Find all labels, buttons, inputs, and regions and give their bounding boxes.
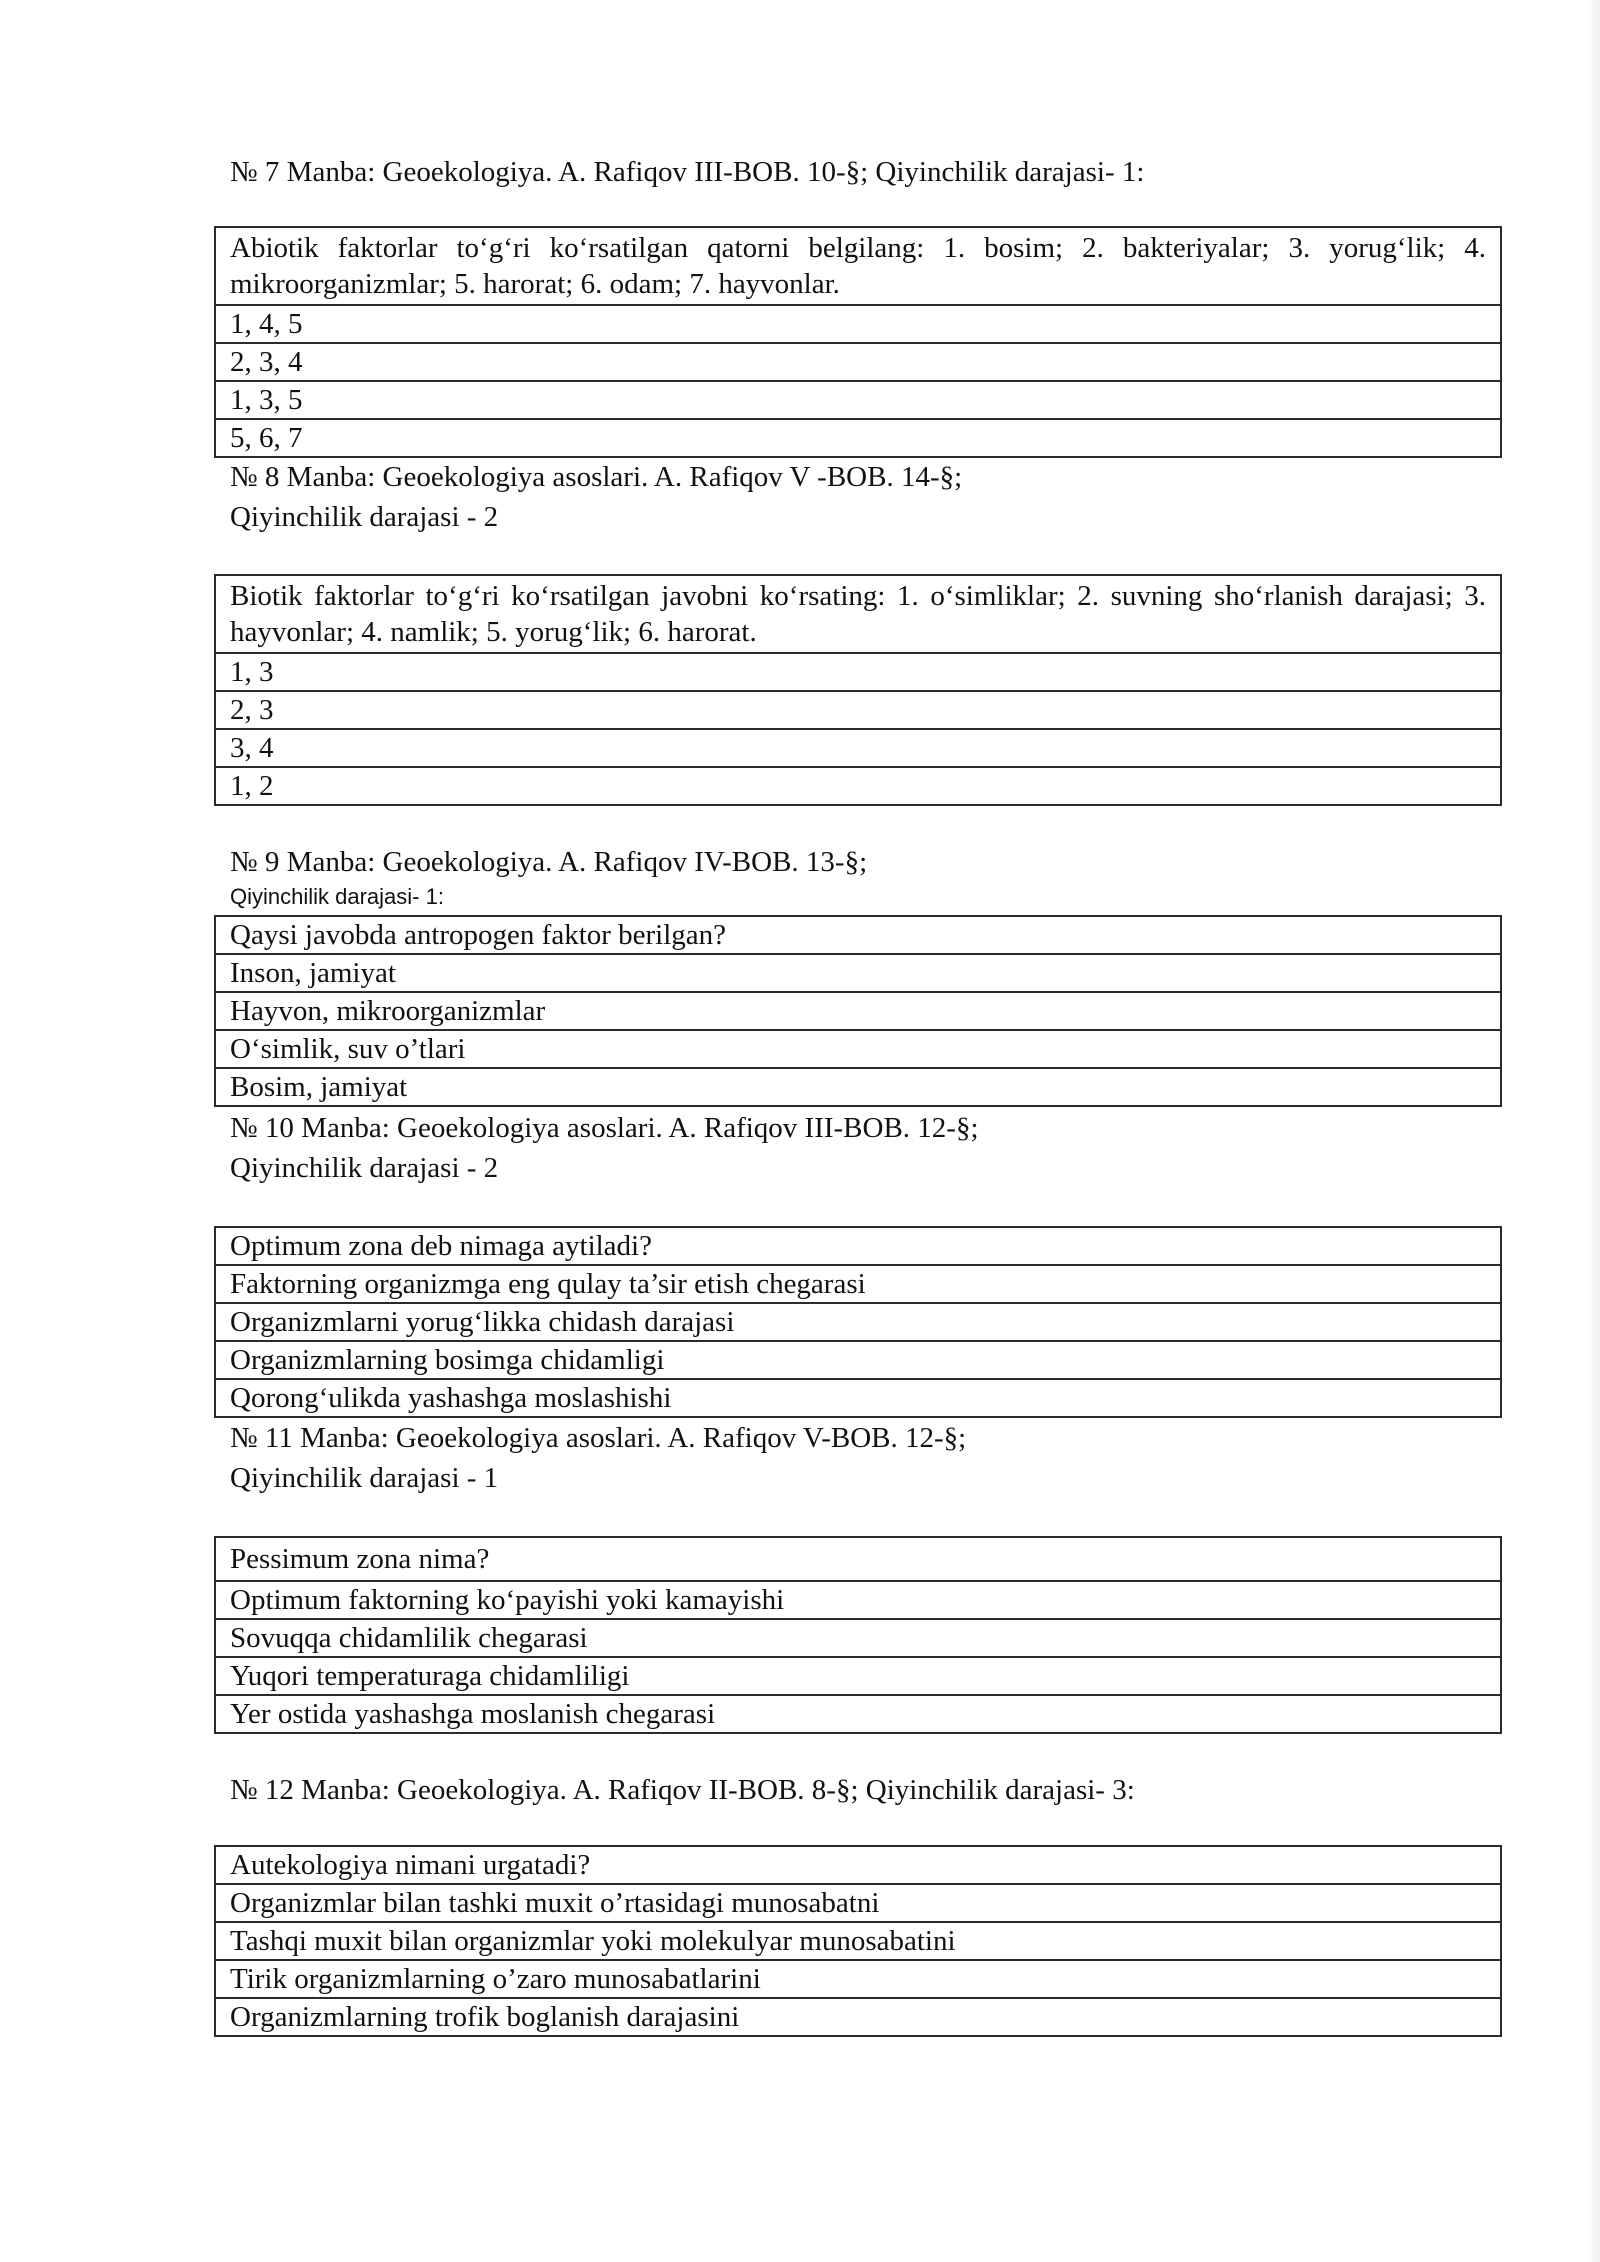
question-source-line: № 10 Manba: Geoekologiya asoslari. A. Rafiqov III-BOB. 12-§;	[230, 1112, 979, 1144]
answer-option-row	[215, 419, 1501, 457]
answer-option-row	[215, 729, 1501, 767]
answer-option: 1, 2	[215, 767, 1501, 805]
answer-option-row	[215, 992, 1501, 1030]
question-header	[230, 457, 962, 537]
answer-option: Tirik organizmlarning o’zaro munosabatlarini	[215, 1960, 1501, 1998]
answer-option: 1, 3, 5	[215, 381, 1501, 419]
answer-option: Organizmlarni yorug‘likka chidash darajasi	[215, 1303, 1501, 1341]
question-table	[214, 574, 1502, 806]
answer-option-row	[215, 1960, 1501, 1998]
question-stem: Optimum zona deb nimaga aytiladi?	[215, 1227, 1501, 1265]
question-header	[230, 1770, 1135, 1810]
answer-option: Bosim, jamiyat	[215, 1068, 1501, 1106]
question-header	[230, 152, 1144, 192]
answer-option: Yuqori temperaturaga chidamliligi	[215, 1657, 1501, 1695]
question-stem-row	[215, 916, 1501, 954]
answer-option: 1, 4, 5	[215, 305, 1501, 343]
answer-option: 2, 3	[215, 691, 1501, 729]
question-stem: Pessimum zona nima?	[215, 1537, 1501, 1581]
question-source-line: № 12 Manba: Geoekologiya. A. Rafiqov II-BOB. 8-§; Qiyinchilik darajasi- 3:	[230, 1774, 1135, 1806]
answer-option: 5, 6, 7	[215, 419, 1501, 457]
question-stem-row	[215, 1227, 1501, 1265]
answer-option-row	[215, 1379, 1501, 1417]
question-table	[214, 1536, 1502, 1734]
answer-option: 2, 3, 4	[215, 343, 1501, 381]
answer-option: Qorong‘ulikda yashashga moslashishi	[215, 1379, 1501, 1417]
question-stem-row	[215, 575, 1501, 653]
answer-option-row	[215, 1030, 1501, 1068]
answer-option-row	[215, 767, 1501, 805]
question-stem: Abiotik faktorlar to‘g‘ri ko‘rsatilgan qatorni belgilang: 1. bosim; 2. bakteriyalar; 3. yorug‘lik; 4. mikroorganizmlar; 5. harorat; 6. odam; 7. hayvonlar.	[215, 227, 1501, 305]
answer-option-row	[215, 1303, 1501, 1341]
question-difficulty-line: Qiyinchilik darajasi- 1:	[230, 884, 444, 909]
answer-option: Sovuqqa chidamlilik chegarasi	[215, 1619, 1501, 1657]
question-stem-row	[215, 227, 1501, 305]
question-table	[214, 226, 1502, 458]
question-source-line: № 11 Manba: Geoekologiya asoslari. A. Rafiqov V-BOB. 12-§;	[230, 1422, 967, 1454]
answer-option-row	[215, 1922, 1501, 1960]
answer-option-row	[215, 1068, 1501, 1106]
question-stem-row	[215, 1846, 1501, 1884]
answer-option-row	[215, 1581, 1501, 1619]
answer-option-row	[215, 343, 1501, 381]
answer-option: Organizmlar bilan tashki muxit o’rtasidagi munosabatni	[215, 1884, 1501, 1922]
answer-option: Yer ostida yashashga moslanish chegarasi	[215, 1695, 1501, 1733]
question-stem: Biotik faktorlar to‘g‘ri ko‘rsatilgan javobni ko‘rsating: 1. o‘simliklar; 2. suvning sho‘rlanish darajasi; 3. hayvonlar; 4. namlik; 5. yorug‘lik; 6. harorat.	[215, 575, 1501, 653]
answer-option: Faktorning organizmga eng qulay ta’sir etish chegarasi	[215, 1265, 1501, 1303]
question-source-line: № 9 Manba: Geoekologiya. A. Rafiqov IV-BOB. 13-§;	[230, 846, 868, 878]
answer-option-row	[215, 1265, 1501, 1303]
answer-option: Organizmlarning trofik boglanish darajasini	[215, 1998, 1501, 2036]
answer-option-row	[215, 954, 1501, 992]
answer-option-row	[215, 1619, 1501, 1657]
answer-option: Hayvon, mikroorganizmlar	[215, 992, 1501, 1030]
question-table	[214, 1226, 1502, 1418]
answer-option-row	[215, 653, 1501, 691]
question-header	[230, 1418, 966, 1498]
answer-option-row	[215, 1657, 1501, 1695]
answer-option: O‘simlik, suv o’tlari	[215, 1030, 1501, 1068]
question-source-line: № 8 Manba: Geoekologiya asoslari. A. Rafiqov V -BOB. 14-§;	[230, 461, 963, 493]
question-header	[230, 1108, 979, 1188]
answer-option-row	[215, 1998, 1501, 2036]
question-table	[214, 915, 1502, 1107]
answer-option: Optimum faktorning ko‘payishi yoki kamayishi	[215, 1581, 1501, 1619]
question-table	[214, 1845, 1502, 2037]
question-source-line: № 7 Manba: Geoekologiya. A. Rafiqov III-BOB. 10-§; Qiyinchilik darajasi- 1:	[230, 156, 1145, 188]
question-difficulty-line: Qiyinchilik darajasi - 2	[230, 501, 499, 533]
page-edge-shadow	[1586, 0, 1600, 2262]
question-difficulty-line: Qiyinchilik darajasi - 1	[230, 1462, 499, 1494]
answer-option: 3, 4	[215, 729, 1501, 767]
answer-option-row	[215, 305, 1501, 343]
answer-option: 1, 3	[215, 653, 1501, 691]
answer-option-row	[215, 381, 1501, 419]
question-stem-row	[215, 1537, 1501, 1581]
question-difficulty-line: Qiyinchilik darajasi - 2	[230, 1152, 499, 1184]
question-header	[230, 842, 867, 912]
question-stem: Autekologiya nimani urgatadi?	[215, 1846, 1501, 1884]
answer-option: Organizmlarning bosimga chidamligi	[215, 1341, 1501, 1379]
answer-option-row	[215, 691, 1501, 729]
question-stem: Qaysi javobda antropogen faktor berilgan?	[215, 916, 1501, 954]
answer-option-row	[215, 1884, 1501, 1922]
answer-option: Tashqi muxit bilan organizmlar yoki molekulyar munosabatini	[215, 1922, 1501, 1960]
answer-option: Inson, jamiyat	[215, 954, 1501, 992]
answer-option-row	[215, 1341, 1501, 1379]
answer-option-row	[215, 1695, 1501, 1733]
